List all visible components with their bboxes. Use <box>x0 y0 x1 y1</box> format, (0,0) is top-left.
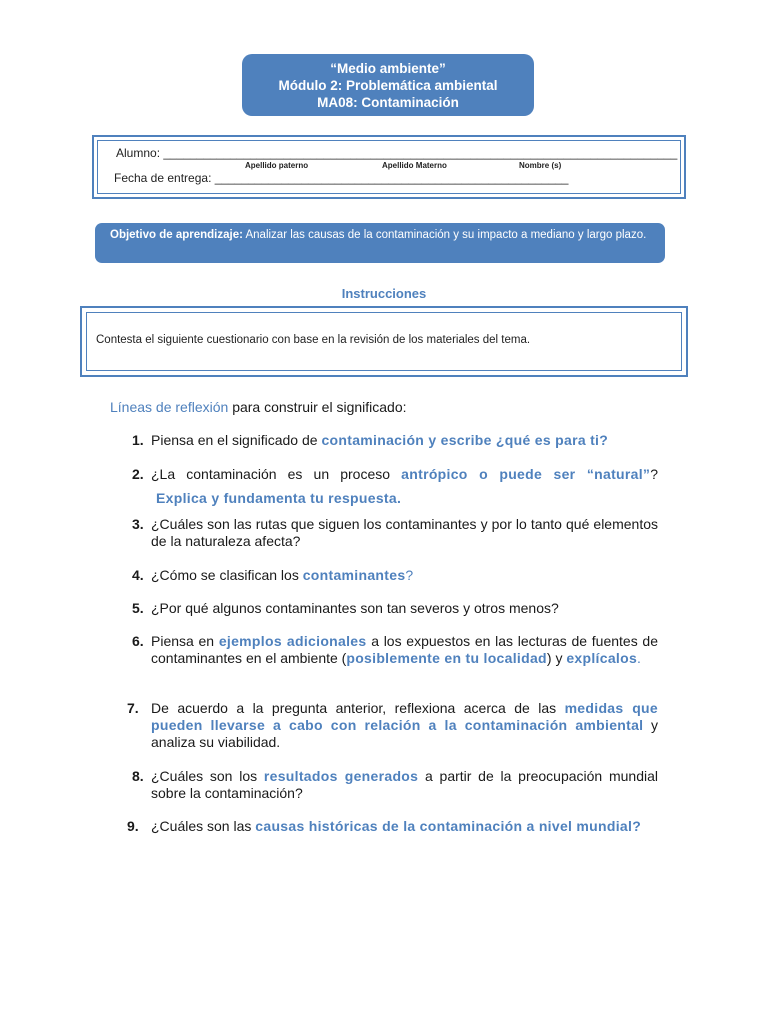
question-9 <box>127 818 658 835</box>
question-keywords-3: explícalos <box>566 650 638 666</box>
course-title: “Medio ambiente” <box>330 60 446 76</box>
question-text: Piensa en <box>151 633 219 649</box>
question-text: Piensa en el significado de <box>151 432 322 448</box>
question-keywords: contaminación y escribe ¿qué es para ti? <box>321 432 609 448</box>
question-keywords: contaminantes <box>302 567 406 583</box>
question-number: 4. <box>132 567 144 583</box>
question-keywords: causas históricas de la contaminación a nivel mundial? <box>255 818 642 834</box>
question-number: 8. <box>132 768 144 784</box>
question-number: 2. <box>132 466 144 482</box>
activity-title: MA08: Contaminación <box>317 94 459 110</box>
question-keywords: resultados generados <box>263 768 419 784</box>
learning-objective-box <box>95 223 665 263</box>
question-1 <box>132 432 661 449</box>
question-text-end: ? <box>650 466 658 482</box>
question-6 <box>132 633 658 667</box>
question-text: ¿Cuáles son los <box>151 768 264 784</box>
question-text-end: y analiza su viabilidad. <box>151 717 658 750</box>
question-text: ¿La contaminación es un proceso <box>151 466 402 482</box>
reflection-rest: para construir el significado: <box>228 399 407 415</box>
objective-text: Analizar las causas de la contaminación y su impacto a mediano y largo plazo. <box>242 229 647 241</box>
apellido-materno-caption: Apellido Materno <box>382 161 447 170</box>
question-keywords: ejemplos adicionales <box>218 633 367 649</box>
question-number: 5. <box>132 600 144 616</box>
instructions-text: Contesta el siguiente cuestionario con base en la revisión de los materiales del tema. <box>96 334 531 346</box>
question-keywords: antrópico o puede ser “natural” <box>401 466 651 482</box>
module-title: Módulo 2: Problemática ambiental <box>278 77 498 93</box>
fecha-blank-line: _____________________________________________________ <box>214 171 569 185</box>
nombre-caption: Nombre (s) <box>519 161 562 170</box>
instructions-heading: Instrucciones <box>341 286 427 301</box>
question-number: 7. <box>127 700 139 716</box>
alumno-blank-line: _____________________________________________________________________________ <box>163 146 678 160</box>
question-text: ¿Cuáles son las rutas que siguen los contaminantes y por lo tanto qué elementos de la naturaleza afecta? <box>151 516 658 549</box>
question-text: ¿Cómo se clasifican los <box>151 567 303 583</box>
student-name-field[interactable] <box>116 146 677 160</box>
question-keywords: medidas que pueden llevarse a cabo con relación a la contaminación ambiental <box>151 700 658 733</box>
objective-label: Objetivo de aprendizaje: <box>110 229 243 241</box>
question-text-end: a partir de la preocupación mundial sobre la contaminación? <box>151 768 658 801</box>
question-text-end: ? <box>405 567 414 583</box>
question-text: ¿Cuáles son las <box>151 818 256 834</box>
question-number: 1. <box>132 432 144 448</box>
apellido-paterno-caption: Apellido paterno <box>245 161 309 170</box>
question-text-mid: a los expuestos en las lecturas de fuentes de contaminantes en el ambiente ( <box>151 633 658 666</box>
fecha-label: Fecha de entrega: <box>114 171 212 185</box>
question-2 <box>132 466 658 507</box>
question-text: ¿Por qué algunos contaminantes son tan severos y otros menos? <box>151 600 559 616</box>
due-date-field[interactable] <box>114 171 568 185</box>
question-8 <box>132 768 658 802</box>
question-text: De acuerdo a la pregunta anterior, reflexiona acerca de las <box>151 700 565 716</box>
question-number: 9. <box>127 818 139 834</box>
question-4 <box>132 567 658 584</box>
question-7 <box>127 700 658 751</box>
question-text-end: . <box>637 650 641 666</box>
question-number: 6. <box>132 633 144 649</box>
question-5 <box>132 600 658 617</box>
question-keywords-2: Explica y fundamenta tu respuesta. <box>156 490 402 506</box>
question-3 <box>132 516 658 550</box>
title-banner <box>242 54 534 116</box>
reflection-label: Líneas de reflexión <box>110 399 229 415</box>
reflection-intro <box>110 399 407 415</box>
question-number: 3. <box>132 516 144 532</box>
alumno-label: Alumno: <box>116 146 161 160</box>
question-text-mid-2: ) y <box>546 650 567 666</box>
question-keywords-2: posiblemente en tu localidad <box>346 650 547 666</box>
